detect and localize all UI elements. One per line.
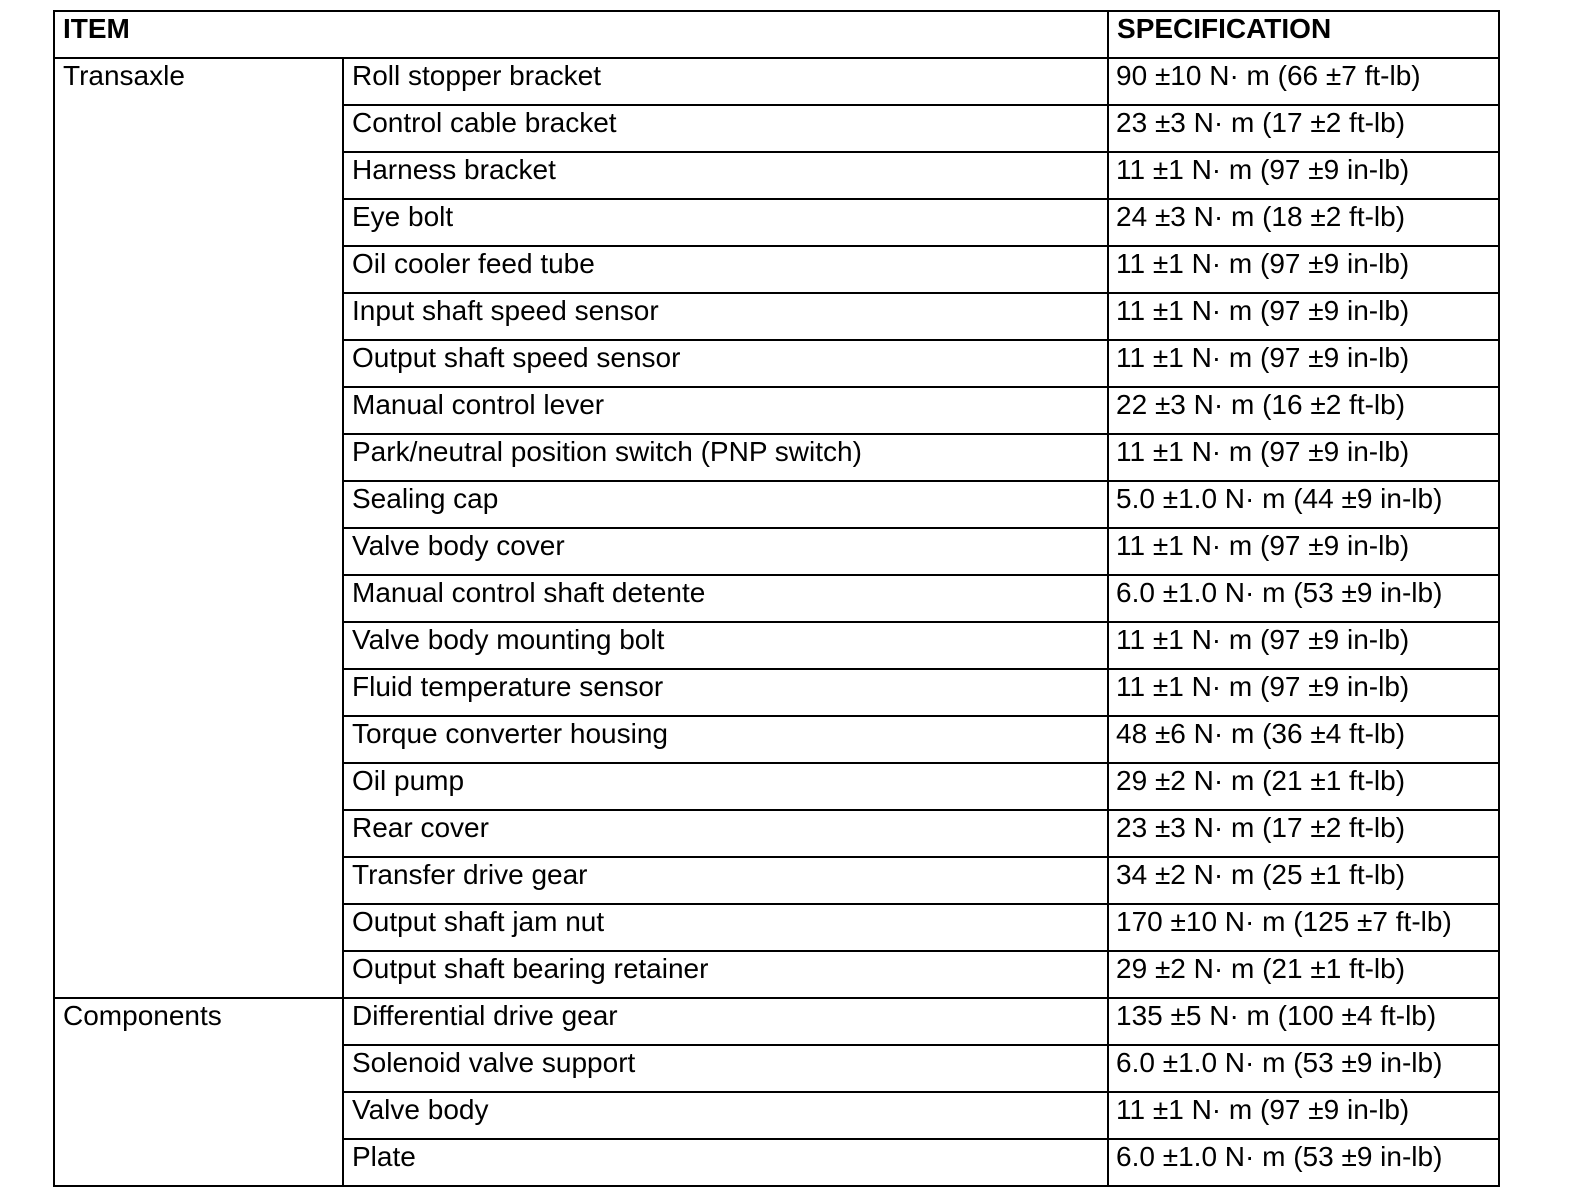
specification-cell: 11 ±1 N· m (97 ±9 in-lb) bbox=[1108, 669, 1499, 716]
specification-cell: 48 ±6 N· m (36 ±4 ft-lb) bbox=[1108, 716, 1499, 763]
specification-cell: 11 ±1 N· m (97 ±9 in-lb) bbox=[1108, 622, 1499, 669]
specification-cell: 23 ±3 N· m (17 ±2 ft-lb) bbox=[1108, 810, 1499, 857]
item-cell: Oil cooler feed tube bbox=[343, 246, 1108, 293]
item-cell: Manual control shaft detente bbox=[343, 575, 1108, 622]
specification-cell: 11 ±1 N· m (97 ±9 in-lb) bbox=[1108, 246, 1499, 293]
specification-cell: 23 ±3 N· m (17 ±2 ft-lb) bbox=[1108, 105, 1499, 152]
specification-cell: 11 ±1 N· m (97 ±9 in-lb) bbox=[1108, 340, 1499, 387]
table-row bbox=[54, 998, 1499, 1045]
item-cell: Differential drive gear bbox=[343, 998, 1108, 1045]
item-cell: Output shaft bearing retainer bbox=[343, 951, 1108, 998]
specification-cell: 90 ±10 N· m (66 ±7 ft-lb) bbox=[1108, 58, 1499, 105]
group-name-cell: Transaxle bbox=[54, 58, 343, 998]
item-cell: Plate bbox=[343, 1139, 1108, 1186]
specification-cell: 5.0 ±1.0 N· m (44 ±9 in-lb) bbox=[1108, 481, 1499, 528]
item-cell: Oil pump bbox=[343, 763, 1108, 810]
specification-cell: 170 ±10 N· m (125 ±7 ft-lb) bbox=[1108, 904, 1499, 951]
item-cell: Park/neutral position switch (PNP switch) bbox=[343, 434, 1108, 481]
specification-cell: 6.0 ±1.0 N· m (53 ±9 in-lb) bbox=[1108, 575, 1499, 622]
item-cell: Input shaft speed sensor bbox=[343, 293, 1108, 340]
specification-cell: 11 ±1 N· m (97 ±9 in-lb) bbox=[1108, 434, 1499, 481]
item-cell: Output shaft speed sensor bbox=[343, 340, 1108, 387]
item-cell: Harness bracket bbox=[343, 152, 1108, 199]
table-header-row bbox=[54, 11, 1499, 58]
item-cell: Valve body bbox=[343, 1092, 1108, 1139]
specification-cell: 29 ±2 N· m (21 ±1 ft-lb) bbox=[1108, 951, 1499, 998]
specification-cell: 24 ±3 N· m (18 ±2 ft-lb) bbox=[1108, 199, 1499, 246]
item-cell: Output shaft jam nut bbox=[343, 904, 1108, 951]
torque-spec-table bbox=[53, 10, 1500, 1187]
item-cell: Sealing cap bbox=[343, 481, 1108, 528]
item-cell: Valve body cover bbox=[343, 528, 1108, 575]
specification-cell: 6.0 ±1.0 N· m (53 ±9 in-lb) bbox=[1108, 1045, 1499, 1092]
item-cell: Manual control lever bbox=[343, 387, 1108, 434]
specification-cell: 11 ±1 N· m (97 ±9 in-lb) bbox=[1108, 152, 1499, 199]
item-cell: Valve body mounting bolt bbox=[343, 622, 1108, 669]
header-item: ITEM bbox=[54, 11, 1108, 58]
specification-cell: 135 ±5 N· m (100 ±4 ft-lb) bbox=[1108, 998, 1499, 1045]
specification-cell: 11 ±1 N· m (97 ±9 in-lb) bbox=[1108, 528, 1499, 575]
specification-cell: 11 ±1 N· m (97 ±9 in-lb) bbox=[1108, 293, 1499, 340]
specification-cell: 34 ±2 N· m (25 ±1 ft-lb) bbox=[1108, 857, 1499, 904]
item-cell: Fluid temperature sensor bbox=[343, 669, 1108, 716]
item-cell: Eye bolt bbox=[343, 199, 1108, 246]
item-cell: Solenoid valve support bbox=[343, 1045, 1108, 1092]
table-body bbox=[54, 58, 1499, 1186]
item-cell: Torque converter housing bbox=[343, 716, 1108, 763]
item-cell: Rear cover bbox=[343, 810, 1108, 857]
specification-cell: 29 ±2 N· m (21 ±1 ft-lb) bbox=[1108, 763, 1499, 810]
group-name-cell: Components bbox=[54, 998, 343, 1186]
table-row bbox=[54, 58, 1499, 105]
specification-cell: 22 ±3 N· m (16 ±2 ft-lb) bbox=[1108, 387, 1499, 434]
specification-cell: 6.0 ±1.0 N· m (53 ±9 in-lb) bbox=[1108, 1139, 1499, 1186]
item-cell: Control cable bracket bbox=[343, 105, 1108, 152]
specification-cell: 11 ±1 N· m (97 ±9 in-lb) bbox=[1108, 1092, 1499, 1139]
item-cell: Roll stopper bracket bbox=[343, 58, 1108, 105]
item-cell: Transfer drive gear bbox=[343, 857, 1108, 904]
header-specification: SPECIFICATION bbox=[1108, 11, 1499, 58]
